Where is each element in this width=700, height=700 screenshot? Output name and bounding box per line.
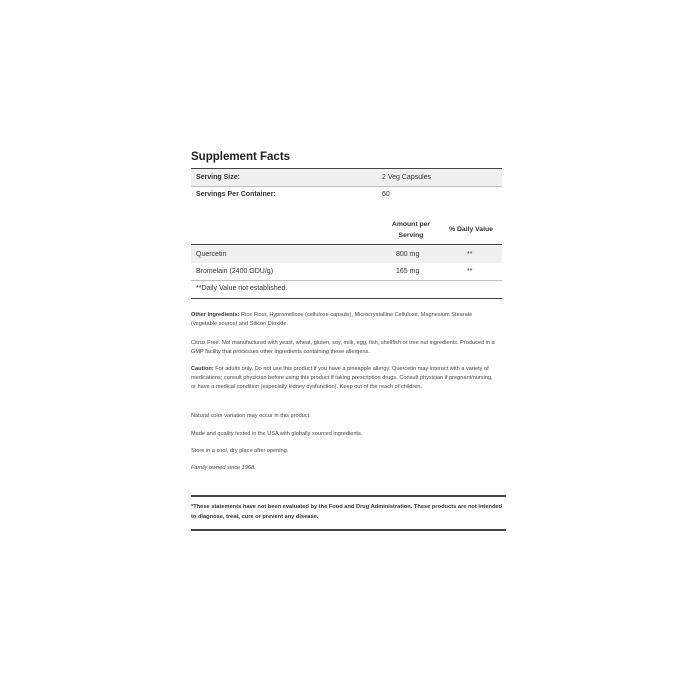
panel-title: Supplement Facts <box>191 151 291 163</box>
servings-per-container-label: Servings Per Container: <box>196 191 276 198</box>
nutrient-name: Bromelain (2400 GDU/g) <box>196 268 274 275</box>
servings-per-container-value: 60 <box>382 191 390 198</box>
other-ingredients-label: Other Ingredients: <box>191 312 240 318</box>
nutrient-row <box>191 263 502 280</box>
daily-value-header: % Daily Value <box>449 226 493 233</box>
allergen-statement: Citrus Free. Not manufactured with yeast, wheat, gluten, soy, milk, egg, fish, shellfish or tree nut ingredients. Produced in a GMP facility that processes other ingredients containing these allergens. <box>191 340 495 355</box>
caution-text: For adults only. Do not use this product if you have a pineapple allergy. Quercetin may interact with a variety of medications; consult physician before using this product if taking prescription drugs. Consult physician if pregnant/nursing, or have a medical condition (especially kidney dysfunction). Keep out of the reach of children. <box>191 366 493 390</box>
footnote-row <box>191 280 502 297</box>
amount-header-line-1: Amount per <box>391 221 431 228</box>
serving-size-label: Serving Size: <box>196 174 240 181</box>
color-variation-note: Natural color variation may occur in this product. <box>191 413 311 419</box>
nutrient-daily-value: ** <box>467 251 473 258</box>
footnote-rule <box>191 298 502 299</box>
caution-label: Caution: <box>191 366 214 372</box>
disclaimer-bottom-rule <box>191 529 506 531</box>
family-owned-text: Family owned since 1968. <box>191 465 256 471</box>
disclaimer-top-rule <box>191 495 506 497</box>
storage-note: Store in a cool, dry place after opening. <box>191 448 289 454</box>
nutrient-row <box>191 246 502 263</box>
caution-statement <box>191 365 499 392</box>
servings-per-container-row <box>191 186 502 203</box>
serving-size-value: 2 Veg Capsules <box>382 174 432 181</box>
daily-value-footnote: **Daily Value not established. <box>196 285 288 292</box>
nutrient-amount: 800 mg <box>396 251 420 258</box>
fda-disclaimer: *These statements have not been evaluated by the Food and Drug Administration. These products are not intended to diagnose, treat, cure or prevent any disease. <box>191 504 503 520</box>
family-note <box>191 464 499 473</box>
made-in-usa-note: Made and quality tested in the USA with globally sourced ingredients. <box>191 431 363 437</box>
amount-per-serving-header <box>379 219 443 241</box>
amount-header-line-2: Serving <box>398 232 424 239</box>
nutrient-header-rule <box>191 244 502 245</box>
other-ingredients <box>191 311 499 329</box>
other-ingredients-text: Rice Flour, Hypromellose (cellulose capsule), Microcrystalline Cellulose, Magnesium Stearate (vegetable source) and Silicon Dioxide. <box>191 312 473 327</box>
nutrient-daily-value: ** <box>467 268 473 275</box>
nutrient-amount: 165 mg <box>396 268 420 275</box>
nutrient-name: Quercetin <box>196 251 227 258</box>
serving-size-row <box>191 169 502 186</box>
